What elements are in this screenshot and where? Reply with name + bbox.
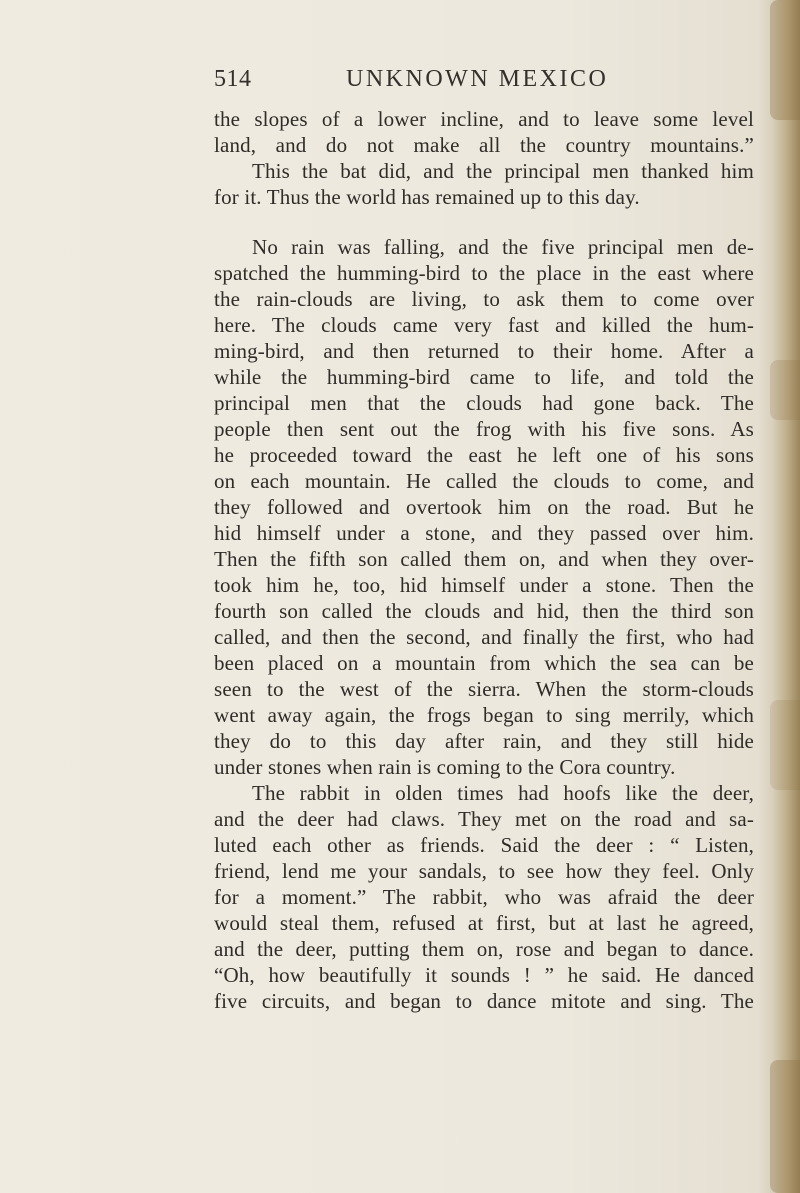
edge-stain <box>770 700 800 790</box>
text-line: for a moment.” The rabbit, who was afraid the deer <box>214 885 754 909</box>
text-line: ming-bird, and then returned to their home. After a <box>214 339 754 363</box>
text-line: here. The clouds came very fast and killed the hum- <box>214 313 754 337</box>
text-line: would steal them, refused at first, but at last he agreed, <box>214 911 754 935</box>
text-line: on each mountain. He called the clouds to come, and <box>214 469 754 493</box>
text-line: hid himself under a stone, and they passed over him. <box>214 521 754 545</box>
edge-stain <box>770 1060 800 1193</box>
text-line: people then sent out the frog with his five sons. As <box>214 417 754 441</box>
text-line: luted each other as friends. Said the deer : “ Listen, <box>214 833 754 857</box>
text-line: and the deer, putting them on, rose and began to dance. <box>214 937 754 961</box>
text-line: friend, lend me your sandals, to see how they feel. Only <box>214 859 754 883</box>
page-header <box>214 66 634 98</box>
text-line: went away again, the frogs began to sing merrily, which <box>214 703 754 727</box>
text-line: he proceeded toward the east he left one of his sons <box>214 443 754 467</box>
text-line: took him he, too, hid himself under a stone. Then the <box>214 573 754 597</box>
text-line: This the bat did, and the principal men thanked him <box>252 159 754 183</box>
text-line: fourth son called the clouds and hid, then the third son <box>214 599 754 623</box>
text-line: been placed on a mountain from which the sea can be <box>214 651 754 675</box>
text-line: while the humming-bird came to life, and told the <box>214 365 754 389</box>
running-title: UNKNOWN MEXICO <box>346 66 609 92</box>
text-line: and the deer had claws. They met on the road and sa- <box>214 807 754 831</box>
text-line: the rain-clouds are living, to ask them to come over <box>214 287 754 311</box>
text-line: principal men that the clouds had gone back. The <box>214 391 754 415</box>
page-number: 514 <box>214 66 252 92</box>
text-line: they do to this day after rain, and they still hide <box>214 729 754 753</box>
text-line: they followed and overtook him on the road. But he <box>214 495 754 519</box>
edge-stain <box>770 360 800 420</box>
text-line: The rabbit in olden times had hoofs like the deer, <box>252 781 754 805</box>
edge-stain <box>770 0 800 120</box>
text-line: land, and do not make all the country mountains.” <box>214 133 754 157</box>
text-line: spatched the humming-bird to the place in the east where <box>214 261 754 285</box>
text-line: No rain was falling, and the five principal men de- <box>252 235 754 259</box>
page-edge-shading <box>758 0 800 1193</box>
text-line: five circuits, and began to dance mitote and sing. The <box>214 989 754 1013</box>
text-line: Then the fifth son called them on, and when they over- <box>214 547 754 571</box>
text-line: under stones when rain is coming to the Cora country. <box>214 755 676 779</box>
text-line: “Oh, how beautifully it sounds ! ” he said. He danced <box>214 963 754 987</box>
text-line: seen to the west of the sierra. When the storm-clouds <box>214 677 754 701</box>
text-line: called, and then the second, and finally the first, who had <box>214 625 754 649</box>
text-line: the slopes of a lower incline, and to leave some level <box>214 107 754 131</box>
text-line: for it. Thus the world has remained up to this day. <box>214 185 640 209</box>
